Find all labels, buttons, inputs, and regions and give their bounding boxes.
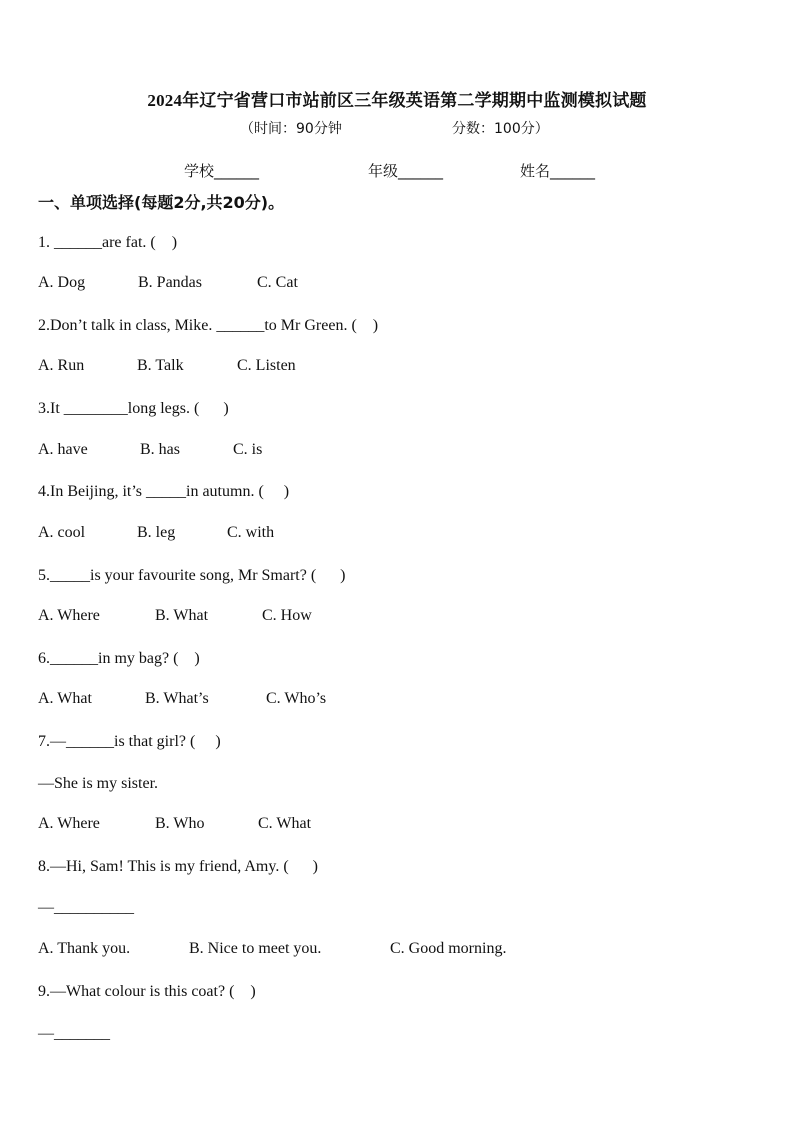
- question-6: 6.______in my bag? ( ): [38, 650, 200, 667]
- q9-answer-blank: —_______: [38, 1025, 110, 1042]
- exam-score: 分数：100分）: [452, 121, 549, 137]
- exam-time: （时间：90分钟: [240, 121, 342, 137]
- q6-option-a: A. What: [38, 690, 92, 707]
- q7-dialogue-line: —She is my sister.: [38, 775, 159, 792]
- q3-option-c: C. is: [233, 441, 263, 458]
- q2-option-c: C. Listen: [237, 357, 296, 374]
- q7-option-a: A. Where: [38, 815, 100, 832]
- question-1: 1. ______are fat. ( ): [38, 234, 178, 251]
- q6-option-b: B. What’s: [145, 690, 209, 707]
- q3-option-a: A. have: [38, 441, 88, 458]
- question-2: 2.Don’t talk in class, Mike. ______to Mr Green. ( ): [38, 317, 379, 334]
- question-4: 4.In Beijing, it’s _____in autumn. ( ): [38, 483, 290, 500]
- q1-option-b: B. Pandas: [138, 274, 202, 291]
- q5-option-b: B. What: [155, 607, 209, 624]
- q2-option-a: A. Run: [38, 357, 85, 374]
- q8-option-c: C. Good morning.: [390, 940, 507, 957]
- q4-option-c: C. with: [227, 524, 275, 541]
- question-5: 5._____is your favourite song, Mr Smart? ( ): [38, 567, 346, 584]
- school-field: 学校______: [184, 162, 260, 180]
- q8-option-a: A. Thank you.: [38, 940, 131, 957]
- q1-option-c: C. Cat: [257, 274, 298, 291]
- grade-field: 年级______: [368, 162, 444, 180]
- section-heading: 一、单项选择(每题2分,共20分)。: [38, 193, 285, 212]
- exam-title: 2024年辽宁省营口市站前区三年级英语第二学期期中监测模拟试题: [147, 91, 647, 110]
- q4-option-b: B. leg: [137, 524, 176, 541]
- question-3: 3.It ________long legs. ( ): [38, 400, 229, 417]
- q1-option-a: A. Dog: [38, 274, 86, 291]
- q2-option-b: B. Talk: [137, 357, 184, 374]
- question-9: 9.—What colour is this coat? ( ): [38, 983, 256, 1000]
- q5-option-a: A. Where: [38, 607, 100, 624]
- q7-option-c: C. What: [258, 815, 312, 832]
- q4-option-a: A. cool: [38, 524, 86, 541]
- name-field: 姓名______: [520, 162, 596, 180]
- q7-option-b: B. Who: [155, 815, 205, 832]
- q8-option-b: B. Nice to meet you.: [189, 940, 322, 957]
- question-7: 7.—______is that girl? ( ): [38, 733, 221, 750]
- q8-answer-blank: —__________: [38, 899, 134, 916]
- q3-option-b: B. has: [140, 441, 180, 458]
- question-8: 8.—Hi, Sam! This is my friend, Amy. ( ): [38, 858, 318, 875]
- q5-option-c: C. How: [262, 607, 312, 624]
- q6-option-c: C. Who’s: [266, 690, 327, 707]
